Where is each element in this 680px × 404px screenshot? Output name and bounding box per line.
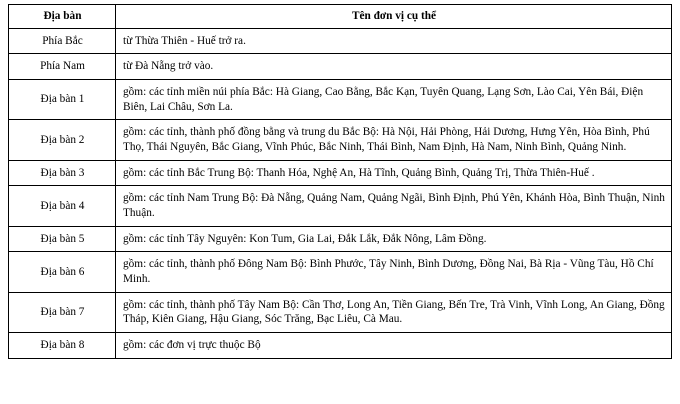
row-units-text: từ Đà Nẵng trở vào. xyxy=(116,54,672,80)
table-header-row xyxy=(9,5,672,29)
table-row xyxy=(9,292,672,332)
column-header-area: Địa bàn xyxy=(9,5,116,29)
table-header xyxy=(9,5,672,29)
row-area-label: Phía Bắc xyxy=(9,28,116,54)
row-units-text: gồm: các tỉnh Nam Trung Bộ: Đà Nẵng, Quảng Nam, Quảng Ngãi, Bình Định, Phú Yên, Khánh Hòa, Bình Thuận, Ninh Thuận. xyxy=(116,186,672,226)
table-row xyxy=(9,186,672,226)
table-row xyxy=(9,54,672,80)
row-units-text: gồm: các đơn vị trực thuộc Bộ xyxy=(116,333,672,359)
row-area-label: Địa bàn 5 xyxy=(9,226,116,252)
row-units-text: gồm: các tỉnh miền núi phía Bắc: Hà Giang, Cao Bằng, Bắc Kạn, Tuyên Quang, Lạng Sơn, Lào Cai, Yên Bái, Điện Biên, Lai Châu, Sơn La. xyxy=(116,80,672,120)
table-row xyxy=(9,252,672,292)
row-units-text: gồm: các tỉnh, thành phố Tây Nam Bộ: Cần Thơ, Long An, Tiền Giang, Bến Tre, Trà Vinh, Vĩnh Long, An Giang, Đồng Tháp, Kiên Giang, Hậu Giang, Sóc Trăng, Bạc Liêu, Cà Mau. xyxy=(116,292,672,332)
row-area-label: Phía Nam xyxy=(9,54,116,80)
table-row xyxy=(9,333,672,359)
row-area-label: Địa bàn 8 xyxy=(9,333,116,359)
table-row xyxy=(9,28,672,54)
table-row xyxy=(9,80,672,120)
row-units-text: từ Thừa Thiên - Huế trở ra. xyxy=(116,28,672,54)
table-row xyxy=(9,120,672,160)
row-area-label: Địa bàn 6 xyxy=(9,252,116,292)
row-units-text: gồm: các tỉnh, thành phố Đông Nam Bộ: Bình Phước, Tây Ninh, Bình Dương, Đồng Nai, Bà Rịa - Vũng Tàu, Hồ Chí Minh. xyxy=(116,252,672,292)
table-row xyxy=(9,160,672,186)
region-assignment-table xyxy=(8,4,672,359)
row-area-label: Địa bàn 3 xyxy=(9,160,116,186)
row-units-text: gồm: các tỉnh Tây Nguyên: Kon Tum, Gia Lai, Đắk Lắk, Đắk Nông, Lâm Đồng. xyxy=(116,226,672,252)
row-area-label: Địa bàn 1 xyxy=(9,80,116,120)
row-units-text: gồm: các tỉnh, thành phố đồng bằng và trung du Bắc Bộ: Hà Nội, Hải Phòng, Hải Dương, Hưng Yên, Hòa Bình, Phú Thọ, Thái Nguyên, Bắc Giang, Vĩnh Phúc, Bắc Ninh, Thái Bình, Nam Định, Hà Nam, Ninh Bình, Quảng Ninh. xyxy=(116,120,672,160)
row-area-label: Địa bàn 2 xyxy=(9,120,116,160)
row-area-label: Địa bàn 7 xyxy=(9,292,116,332)
column-header-units: Tên đơn vị cụ thể xyxy=(116,5,672,29)
table-body xyxy=(9,28,672,358)
table-row xyxy=(9,226,672,252)
row-units-text: gồm: các tỉnh Bắc Trung Bộ: Thanh Hóa, Nghệ An, Hà Tĩnh, Quảng Bình, Quảng Trị, Thừa Thiên-Huế . xyxy=(116,160,672,186)
row-area-label: Địa bàn 4 xyxy=(9,186,116,226)
